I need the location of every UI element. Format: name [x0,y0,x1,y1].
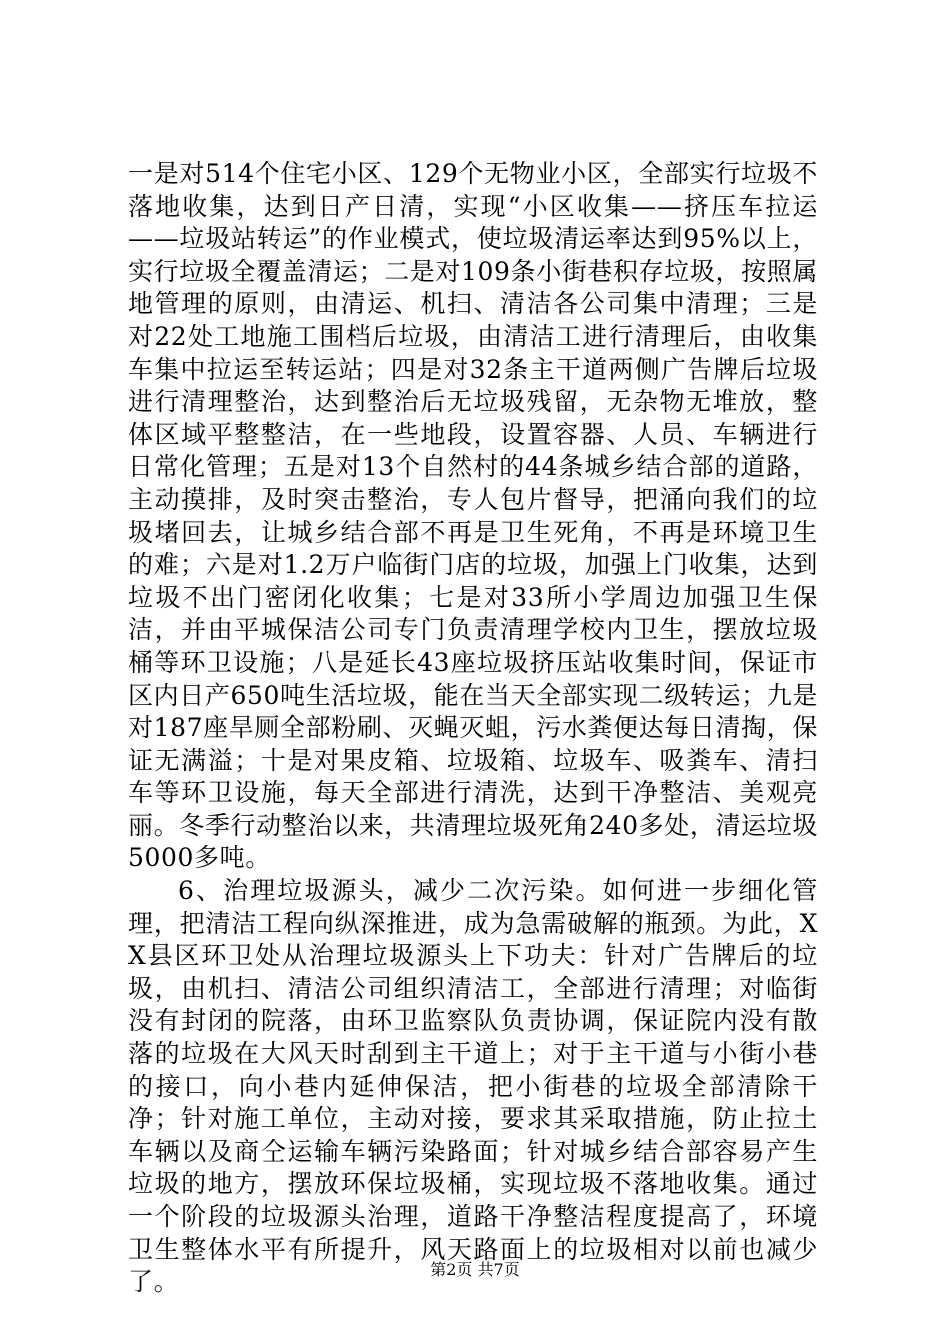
page-number-footer: 第2页 共7页 [430,1260,520,1279]
document-body [128,158,818,1299]
paragraph-sanitation-measures: 一是对514个住宅小区、129个无物业小区，全部实行垃圾不落地收集，达到日产日清，实现“小区收集——挤压车拉运——垃圾站转运”的作业模式，使垃圾清运率达到95%以上，实行垃圾全覆盖清运；二是对109条小街巷积存垃圾，按照属地管理的原则，由清运、机扫、清洁各公司集中清理；三是对22处工地施工围档后垃圾，由清洁工进行清理后，由收集车集中拉运至转运站；四是对32条主干道两侧广告牌后垃圾进行清理整治，达到整治后无垃圾残留，无杂物无堆放，整体区域平整整洁，在一些地段，设置容器、人员、车辆进行日常化管理；五是对13个自然村的44条城乡结合部的道路，主动摸排，及时突击整治，专人包片督导，把涌向我们的垃圾堵回去，让城乡结合部不再是卫生死角，不再是环境卫生的难；六是对1.2万户临街门店的垃圾，加强上门收集，达到垃圾不出门密闭化收集；七是对33所小学周边加强卫生保洁，并由平城保洁公司专门负责清理学校内卫生，摆放垃圾桶等环卫设施；八是延长43座垃圾挤压站收集时间，保证市区内日产650吨生活垃圾，能在当天全部实现二级转运；九是对187座旱厕全部粉刷、灭蝇灭蛆，污水粪便达每日清掏，保证无满溢；十是对果皮箱、垃圾箱、垃圾车、吸粪车、清扫车等环卫设施，每天全部进行清洗，达到干净整洁、美观亮丽。冬季行动整治以来，共清理垃圾死角240多处，清运垃圾5000多吨。 [128,159,818,873]
paragraph-source-control: 6、治理垃圾源头，减少二次污染。如何进一步细化管理，把清洁工程向纵深推进，成为急需破解的瓶颈。为此，XX县区环卫处从治理垃圾源头上下功夫：针对广告牌后的垃圾，由机扫、清洁公司组织清洁工，全部进行清理；对临街没有封闭的院落，由环卫监察队负责协调，保证院内没有散落的垃圾在大风天时刮到主干道上；对于主干道与小街小巷的接口，向小巷内延伸保洁，把小街巷的垃圾全部清除干净；针对施工单位，主动对接，要求其采取措施，防止拉土车辆以及商仝运输车辆污染路面；针对城乡结合部容易产生垃圾的地方，摆放环保垃圾桶，实现垃圾不落地收集。通过一个阶段的垃圾源头治理，道路干净整洁程度提高了，环境卫生整体水平有所提升，风天路面上的垃圾相对以前也减少了。 [128,876,818,1297]
